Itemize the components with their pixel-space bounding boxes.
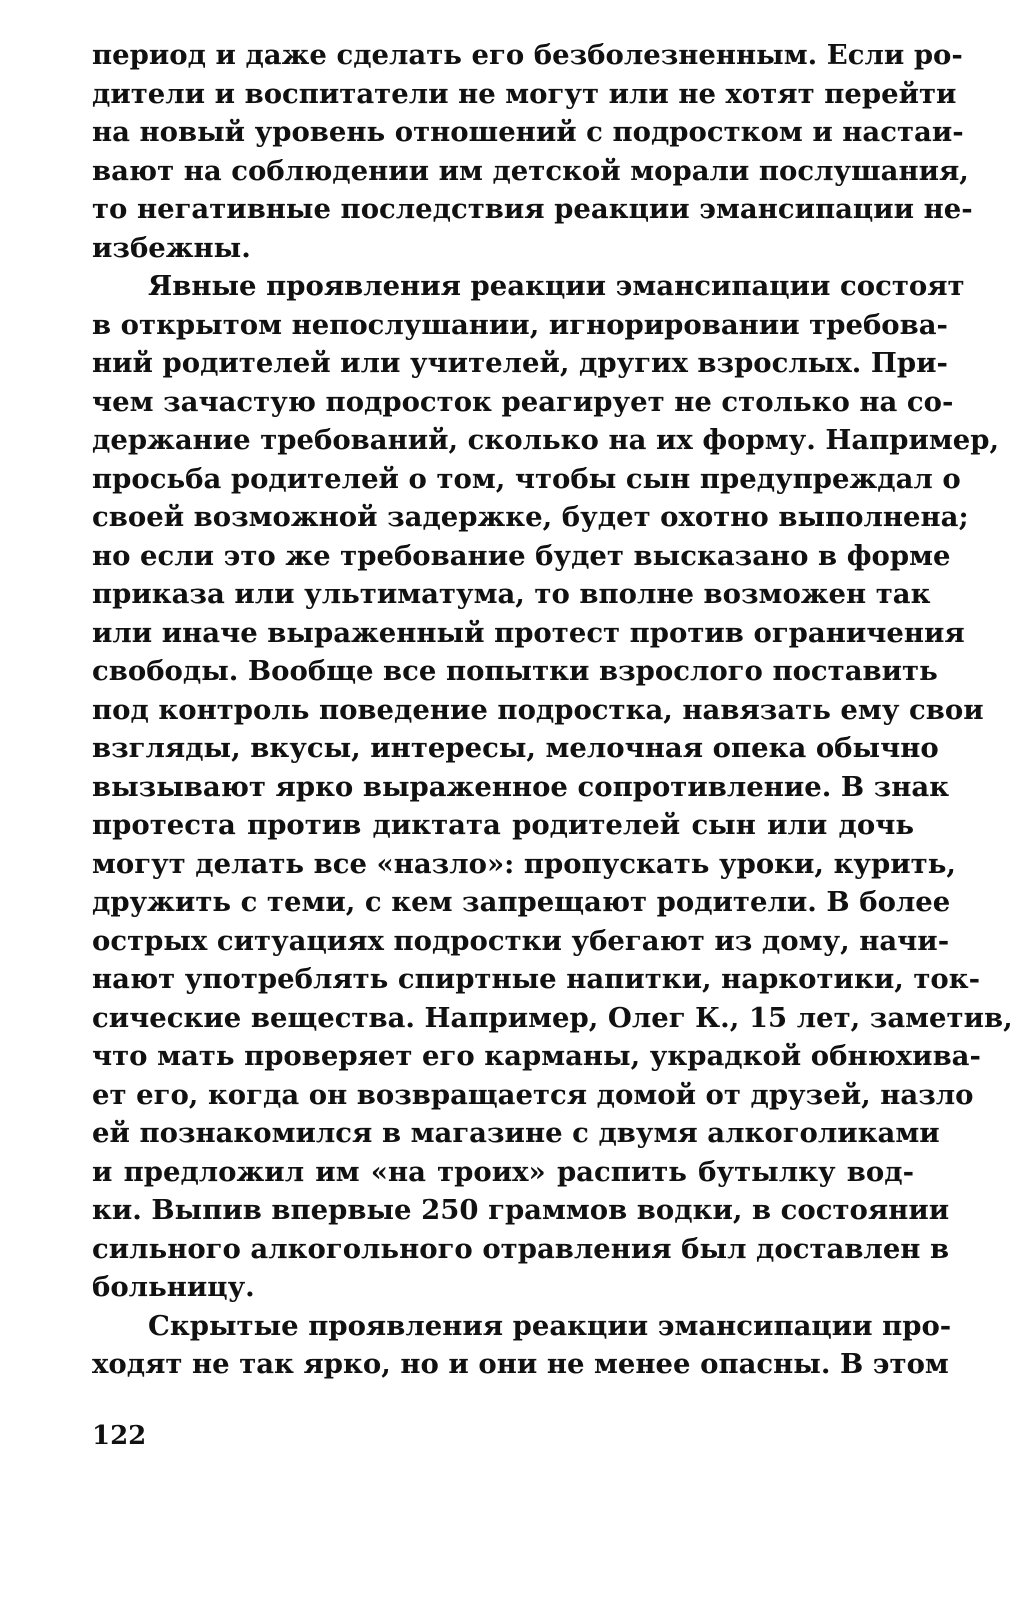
text-line: вают на соблюдении им детской морали послушания, xyxy=(92,154,969,187)
text-line: острых ситуациях подростки убегают из дому, начи- xyxy=(92,924,950,957)
text-line: просьба родителей о том, чтобы сын предупреждал о xyxy=(92,462,961,495)
text-line: нают употреблять спиртные напитки, наркотики, ток- xyxy=(92,963,981,995)
text-line: приказа или ультиматума, то вполне возможен так xyxy=(92,578,931,610)
text-line: протеста против диктата родителей сын или дочь xyxy=(92,809,914,841)
text-line: что мать проверяет его карманы, украдкой обнюхива- xyxy=(92,1040,981,1072)
text-line: но если это же требование будет высказано в форме xyxy=(92,539,951,572)
text-line: Скрытые проявления реакции эмансипации про- xyxy=(148,1309,952,1342)
text-line: держание требований, сколько на их форму. Например, xyxy=(92,424,1000,456)
text-line: вызывают ярко выраженное сопротивление. В знак xyxy=(92,770,950,803)
text-line: взгляды, вкусы, интересы, мелочная опека обычно xyxy=(92,732,939,764)
text-line: дружить с теми, с кем запрещают родители. В более xyxy=(92,886,951,918)
text-line: сильного алкогольного отравления был доставлен в xyxy=(92,1232,950,1265)
text-line: избежны. xyxy=(92,231,251,264)
text-line: то негативные последствия реакции эмансипации не- xyxy=(92,193,973,225)
text-line: ей познакомился в магазине с двумя алкоголиками xyxy=(92,1117,940,1149)
body-text xyxy=(92,36,1013,1384)
paragraph xyxy=(92,1307,952,1384)
paragraph xyxy=(92,267,1013,1307)
text-line: ний родителей или учителей, других взрослых. При- xyxy=(92,347,948,379)
text-line: дители и воспитатели не могут или не хотят перейти xyxy=(92,77,957,110)
text-line: ет его, когда он возвращается домой от друзей, назло xyxy=(92,1078,974,1111)
text-line: ки. Выпив впервые 250 граммов водки, в состоянии xyxy=(92,1194,950,1226)
text-line: ходят не так ярко, но и они не менее опасны. В этом xyxy=(92,1348,949,1380)
text-line: на новый уровень отношений с подростком и настаи- xyxy=(92,116,964,148)
text-line: свободы. Вообще все попытки взрослого поставить xyxy=(92,655,938,687)
text-line: период и даже сделать его безболезненным. Если ро- xyxy=(92,39,963,71)
text-line: больницу. xyxy=(92,1271,255,1303)
text-line: сические вещества. Например, Олег К., 15 лет, заметив, xyxy=(92,1001,1013,1034)
text-line: или иначе выраженный протест против ограничения xyxy=(92,616,965,649)
text-line: Явные проявления реакции эмансипации состоят xyxy=(148,270,965,302)
text-line: могут делать все «назло»: пропускать уроки, курить, xyxy=(92,847,956,880)
text-line: в открытом непослушании, игнорировании требова- xyxy=(92,308,948,341)
text-line: своей возможной задержке, будет охотно выполнена; xyxy=(92,501,969,533)
paragraph xyxy=(92,36,973,267)
page-number: 122 xyxy=(92,1421,147,1451)
text-line: и предложил им «на троих» распить бутылку вод- xyxy=(92,1155,914,1188)
text-line: под контроль поведение подростка, навязать ему свои xyxy=(92,693,984,726)
text-line: чем зачастую подросток реагирует не столько на со- xyxy=(92,385,954,418)
